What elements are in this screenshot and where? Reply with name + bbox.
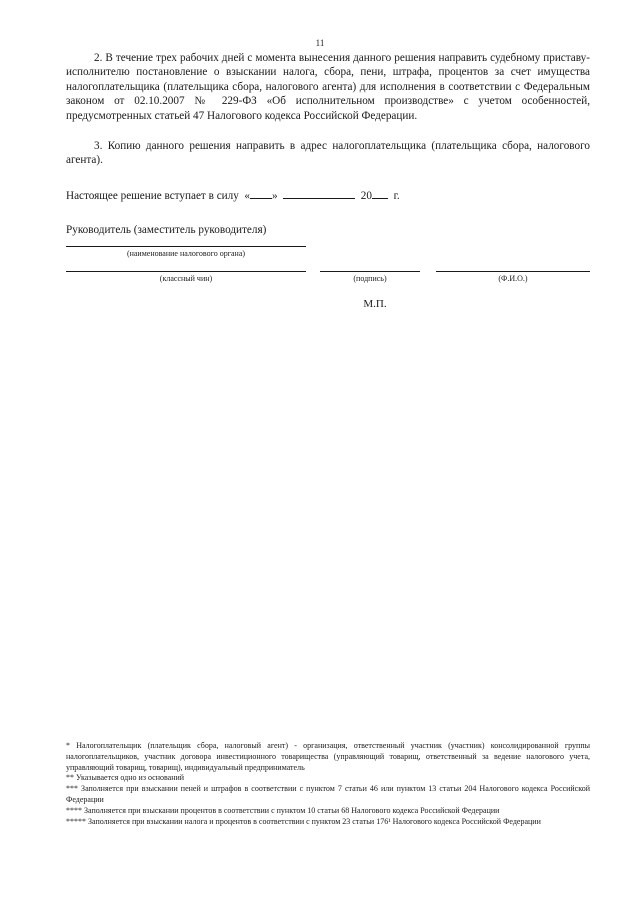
tax-authority-caption: (наименование налогового органа) (126, 249, 246, 258)
footnote-3: *** Заполняется при взыскании пеней и штрафов в соответствии с пунктом 7 статьи 46 или пунктом 13 статьи 204 Налогового кодекса Российской Федерации (66, 784, 590, 804)
year-blank (372, 188, 388, 199)
paragraph-3-text: 3. Копию данного решения направить в адрес налогоплательщика (плательщика сбора, налогового агента). (66, 140, 590, 167)
rank-line (66, 271, 306, 272)
close-quote: » (272, 190, 278, 202)
effective-date-line (66, 188, 400, 202)
page-number: 11 (315, 38, 325, 48)
full-name-line (436, 271, 590, 272)
paragraph-2 (66, 51, 590, 123)
rank-caption: (классный чин) (159, 274, 213, 283)
paragraph-3 (66, 139, 590, 168)
full-name-caption: (Ф.И.О.) (498, 274, 528, 283)
stamp-place: М.П. (363, 298, 387, 310)
year-prefix: 20 (360, 190, 372, 202)
paragraph-2-text: 2. В течение трех рабочих дней с момента вынесения данного решения направить судебному приставу-исполнителю постановление о взыскании налога, сбора, пени, штрафа, процентов за счет имущества налогоплательщика (плательщика сбора, налогового агента) для исполнения в соответствии с Федеральным законом от 02.10.2007 № 229-ФЗ «Об исполнительном производстве» с учетом особенностей, предусмотренных статьей 47 Налогового кодекса Российской Федерации. (66, 52, 590, 122)
open-quote: « (244, 190, 251, 202)
footnote-1: * Налогоплательщик (плательщик сбора, налоговый агент) - организация, ответственный участник (участник) консолидированной группы налогоплательщиков, участник договора инвестиционного товарищества (управляющий товарищ, ответственный за ведение налогового учета, управляющий товарищ, товарищ), индивидуальный предприниматель (66, 741, 590, 772)
year-suffix: г. (393, 190, 400, 202)
signature-line (320, 271, 420, 272)
day-blank (250, 188, 272, 199)
footnote-5: ***** Заполняется при взыскании налога и процентов в соответствии с пунктом 23 статьи 176¹ Налогового кодекса Российской Федерации (66, 816, 541, 826)
footnotes (66, 741, 590, 827)
month-blank (283, 188, 355, 199)
tax-authority-line (66, 246, 306, 247)
signature-caption: (подпись) (353, 274, 387, 283)
footnote-4: **** Заполняется при взыскании процентов в соответствии с пунктом 10 статьи 68 Налогового кодекса Российской Федерации (66, 805, 500, 815)
head-label: Руководитель (заместитель руководителя) (66, 224, 267, 236)
effective-date-prefix: Настоящее решение вступает в силу (66, 190, 239, 202)
footnote-2: ** Указывается одно из оснований (66, 773, 185, 783)
